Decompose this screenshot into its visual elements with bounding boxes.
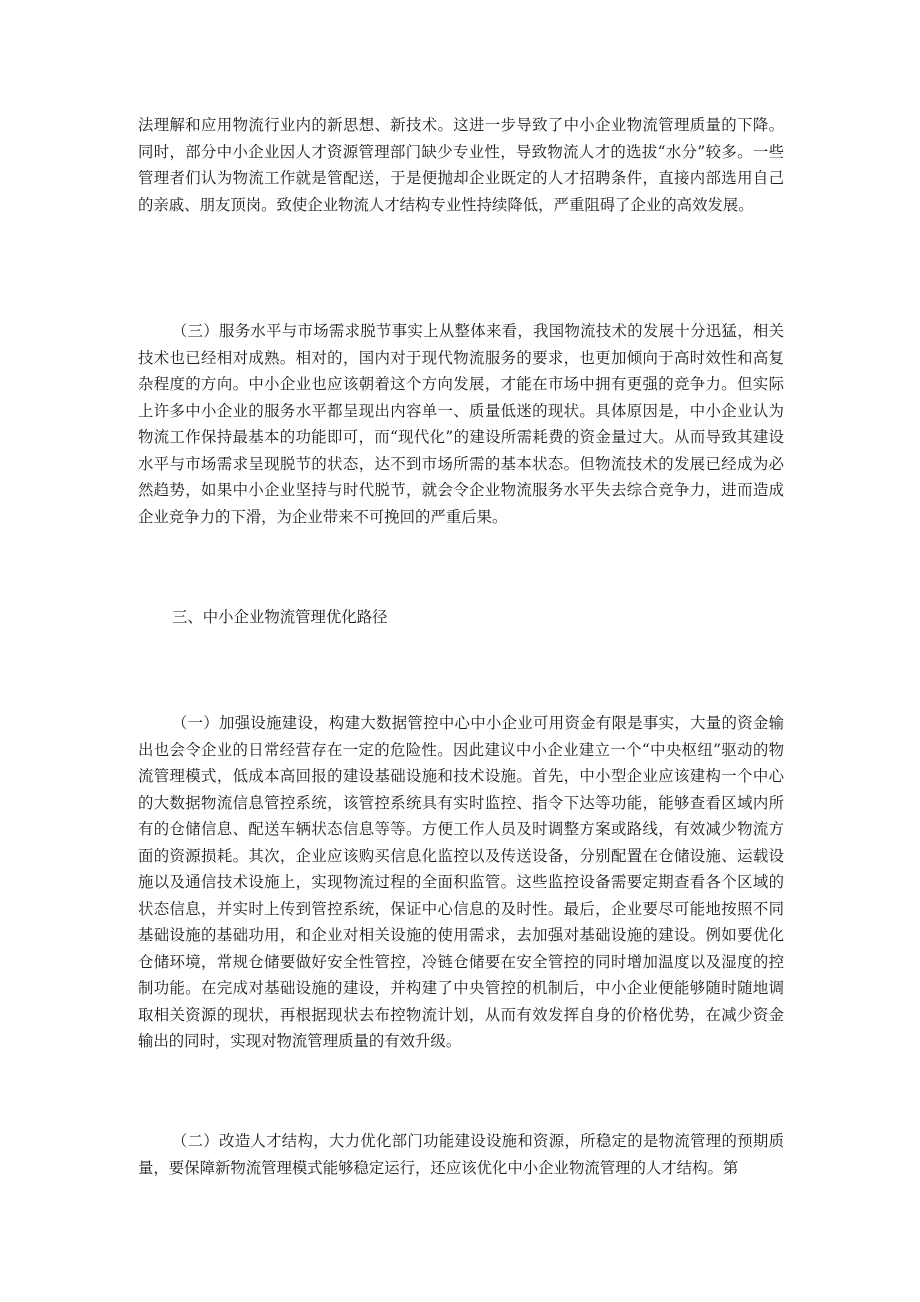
paragraph-service-level: （三）服务水平与市场需求脱节事实上从整体来看，我国物流技术的发展十分迅猛，相关技术也已经相对成熟。相对的，国内对于现代物流服务的要求，也更加倾向于高时效性和高复杂程度的方向。中小企业也应该朝着这个方向发展，才能在市场中拥有更强的竞争力。但实际上许多中小企业的服务水平都呈现出内容单一、质量低迷的现状。具体原因是，中小企业认为物流工作保持最基本的功能即可，而“现代化”的建设所需耗费的资金量过大。从而导致其建设水平与市场需求呈现脱节的状态，达不到市场所需的基本状态。但物流技术的发展已经成为必然趋势，如果中小企业坚持与时代脱节，就会令企业物流服务水平失去综合竞争力，进而造成企业竞争力的下滑，为企业带来不可挽回的严重后果。 bbox=[138, 322, 784, 526]
paragraph-talent-structure: （二）改造人才结构，大力优化部门功能建设设施和资源，所稳定的是物流管理的预期质量，要保障新物流管理模式能够稳定运行，还应该优化中小企业物流管理的人才结构。第 bbox=[138, 1132, 784, 1177]
paragraph-infrastructure: （一）加强设施建设，构建大数据管控中心中小企业可用资金有限是事实，大量的资金输出也会令企业的日常经营存在一定的危险性。因此建议中小企业建立一个“中央枢纽”驱动的物流管理模式，低成本高回报的建设基础设施和技术设施。首先，中小型企业应该建构一个中心的大数据物流信息管控系统，该管控系统具有实时监控、指令下达等功能，能够查看区域内所有的仓储信息、配送车辆状态信息等等。方便工作人员及时调整方案或路线，有效减少物流方面的资源损耗。其次，企业应该购买信息化监控以及传送设备，分别配置在仓储设施、运载设施以及通信技术设施上，实现物流过程的全面积监管。这些监控设备需要定期查看各个区域的状态信息，并实时上传到管控系统，保证中心信息的及时性。最后，企业要尽可能地按照不同基础设施的基础功用，和企业对相关设施的使用需求，去加强对基础设施的建设。例如要优化仓储环境，常规仓储要做好安全性管控，冷链仓储要在安全管控的同时增加温度以及湿度的控制功能。在完成对基础设施的建设，并构建了中央管控的机制后，中小企业便能够随时随地调取相关资源的现状，再根据现状去布控物流计划，从而有效发挥自身的价格优势，在减少资金输出的同时，实现对物流管理质量的有效升级。 bbox=[138, 714, 784, 1050]
paragraph-talent-selection: 法理解和应用物流行业内的新思想、新技术。这进一步导致了中小企业物流管理质量的下降。同时，部分中小企业因人才资源管理部门缺少专业性，导致物流人才的选拔“水分”较多。一些管理者们认为物流工作就是管配送，于是便抛却企业既定的人才招聘条件，直接内部选用自己的亲戚、朋友顶岗。致使企业物流人才结构专业性持续降低，严重阻碍了企业的高效发展。 bbox=[138, 116, 784, 214]
section-heading: 三、中小企业物流管理优化路径 bbox=[172, 608, 388, 626]
